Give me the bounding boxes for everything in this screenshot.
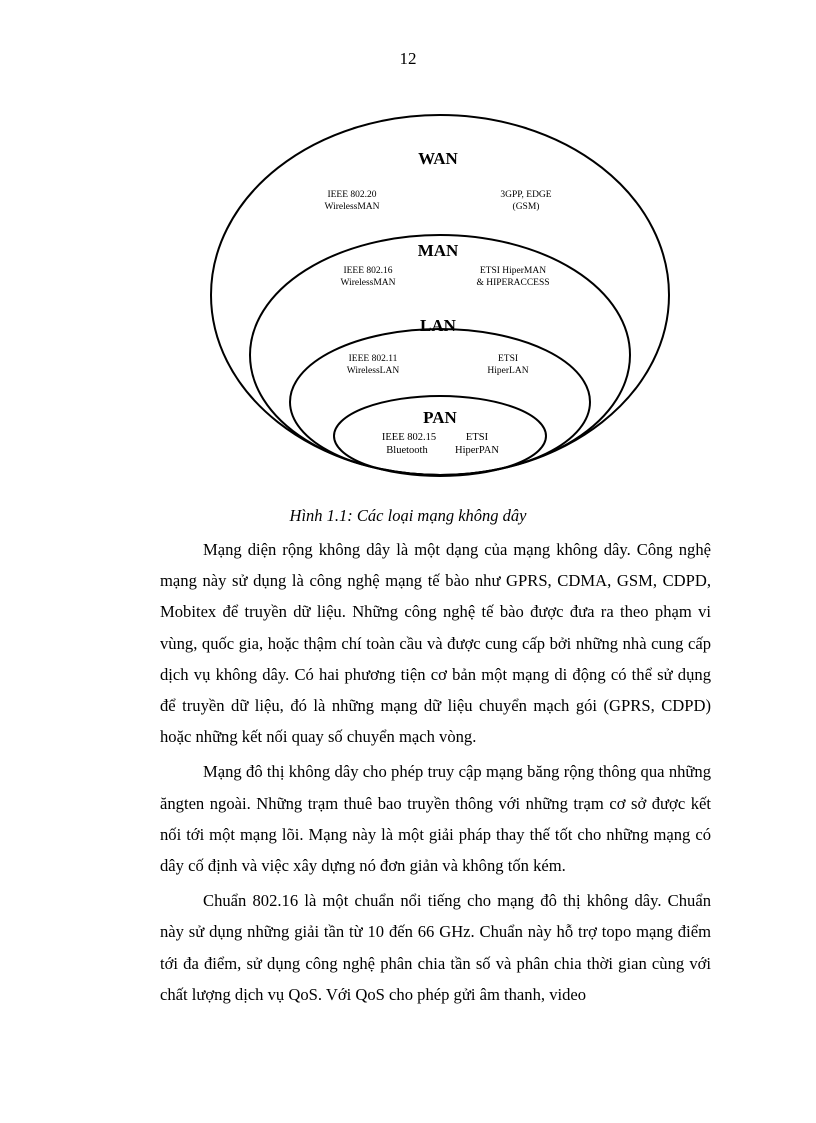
wan-left-line1: IEEE 802.20 <box>327 190 377 200</box>
wan-right-line1: 3GPP, EDGE <box>500 190 552 200</box>
page-number: 12 <box>399 49 417 68</box>
man-left-line2: WirelessMAN <box>340 278 396 288</box>
body-text <box>160 534 711 1014</box>
lan-title: LAN <box>420 316 456 335</box>
man-ellipse <box>250 235 630 475</box>
network-types-diagram <box>0 0 816 500</box>
lan-left-line2: WirelessLAN <box>346 366 400 376</box>
lan-left-line1: IEEE 802.11 <box>348 354 398 364</box>
pan-left-line2: Bluetooth <box>386 445 428 456</box>
man-right-line2: & HIPERACCESS <box>476 278 550 288</box>
figure-caption: Hình 1.1: Các loại mạng không dây <box>289 506 527 525</box>
pan-left-line1: IEEE 802.15 <box>381 432 437 443</box>
man-right-line1: ETSI HiperMAN <box>479 266 547 276</box>
paragraph-wwan: Mạng diện rộng không dây là một dạng của mạng không dây. Công nghệ mạng này sử dụng là công nghệ mạng tế bào như GPRS, CDMA, GSM, CDPD, Mobitex để truyền dữ liệu. Những công nghệ tế bào được đưa ra theo phạm vi vùng, quốc gia, hoặc thậm chí toàn cầu và được cung cấp bởi những nhà cung cấp dịch vụ không dây. Có hai phương tiện cơ bản một mạng di động có thể sử dụng để truyền dữ liệu, đó là những mạng dữ liệu chuyển mạch gói (GPRS, CDPD) hoặc những kết nối quay số chuyển mạch vòng. <box>160 540 711 747</box>
pan-right-line2: HiperPAN <box>455 445 499 456</box>
paragraph-802-16: Chuẩn 802.16 là một chuẩn nổi tiếng cho mạng đô thị không dây. Chuẩn này sử dụng những giải tần từ 10 đến 66 GHz. Chuẩn này hỗ trợ topo mạng điểm tới đa điểm, sử dụng công nghệ phân chia tần số và phân chia thời gian cùng với chất lượng dịch vụ QoS. Với QoS cho phép gửi âm thanh, video <box>160 891 711 1004</box>
wan-title: WAN <box>418 149 458 168</box>
man-left-line1: IEEE 802.16 <box>343 266 393 276</box>
man-title: MAN <box>417 241 459 260</box>
pan-right-line1: ETSI <box>465 432 489 443</box>
wan-left-line2: WirelessMAN <box>324 202 380 212</box>
paragraph-wman: Mạng đô thị không dây cho phép truy cập mạng băng rộng thông qua những ăngten ngoài. Những trạm thuê bao truyền thông với những trạm cơ sở được kết nối tới một mạng lõi. Mạng này là một giải pháp thay thế tốt cho những mạng có dây cố định và việc xây dựng nó đơn giản và không tốn kém. <box>160 762 711 876</box>
lan-right-line2: HiperLAN <box>487 366 529 376</box>
pan-title: PAN <box>423 408 457 427</box>
lan-right-line1: ETSI <box>497 354 519 364</box>
lan-ellipse <box>290 329 590 475</box>
wan-right-line2: (GSM) <box>512 202 540 212</box>
